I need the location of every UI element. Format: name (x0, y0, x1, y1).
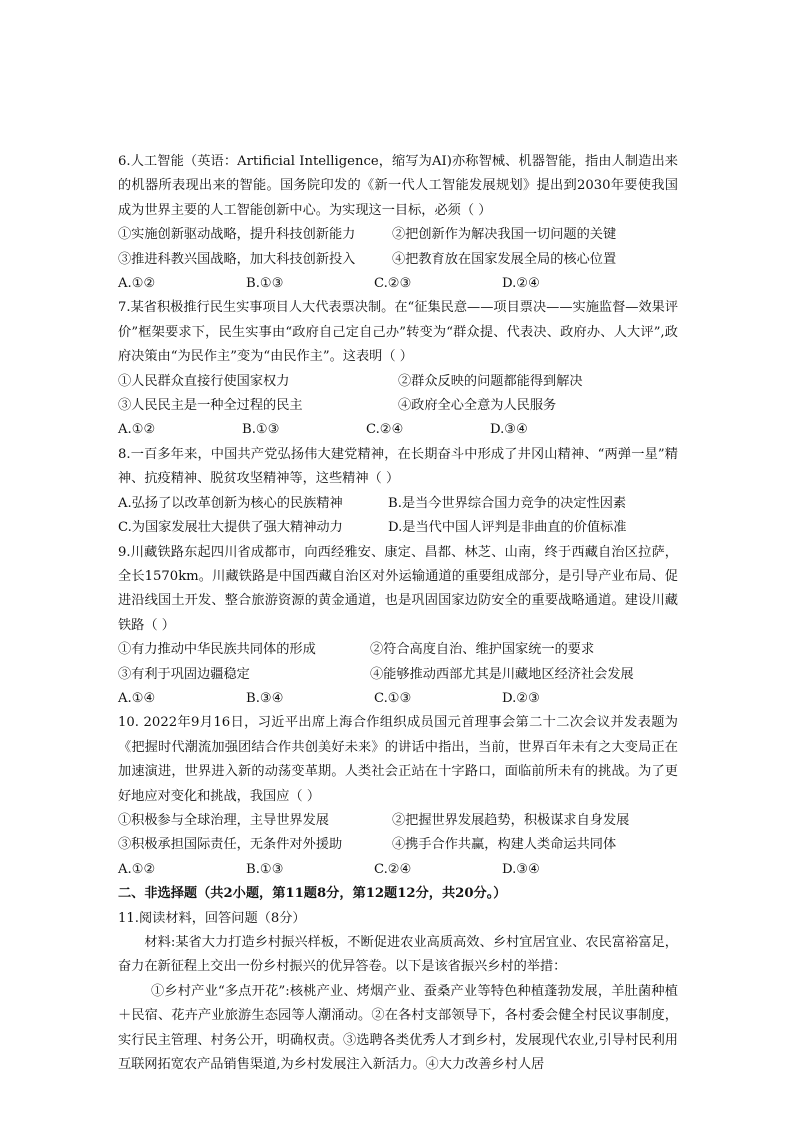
question-9-choices (118, 687, 678, 711)
question-7-choice-c: C.②④ (366, 422, 404, 438)
question-7-statement-1: ①人民群众直接行使国家权力 (118, 373, 290, 389)
question-6-statement-2: ②把创新作为解决我国一切问题的关键 (392, 227, 617, 243)
question-7-stem: 7.某省积极推行民生实事项目人大代表票决制。在“征集民意——项目票决——实施监督—效果评价”框架要求下，民生实事由“政府自己定自己办”转变为“群众提、代表决、政府办、人大评”,政府决策由“为民作主”变为“由民作主”。这表明（ ） (118, 300, 679, 365)
question-7-options-row-1 (118, 370, 678, 394)
question-7-statement-4: ④政府全心全意为人民服务 (398, 398, 557, 414)
question-8-choice-a: A.弘扬了以改革创新为核心的民族精神 (118, 495, 343, 511)
question-10-statement-2: ②把握世界发展趋势，积极谋求自身发展 (392, 812, 630, 828)
question-10-stem: 10. 2022年9月16日，习近平出席上海合作组织成员国元首理事会第二十二次会议并发表题为《把握时代潮流加强团结合作共创美好未来》的讲话中指出，当前，世界百年未有之大变局正在加速演进，世界进入新的动荡变革期。人类社会正站在十字路口，面临前所未有的挑战。为了更好地应对变化和挑战，我国应（ ） (118, 715, 678, 804)
exam-page (118, 150, 678, 1077)
question-6-statement-3: ③推进科教兴国战略，加大科技创新投入 (118, 251, 356, 267)
question-6-choice-c: C.②③ (374, 276, 412, 292)
question-9-choice-a: A.①④ (118, 690, 156, 706)
question-8-stem: 8.一百多年来，中国共产党弘扬伟大建党精神，在长期奋斗中形成了井冈山精神、“两弹一星”精神、抗疫精神、脱贫攻坚精神等，这些精神（ ） (118, 446, 678, 487)
question-10-choices (118, 858, 678, 882)
question-9-options-row-1 (118, 638, 678, 662)
question-6-choice-d: D.②④ (502, 276, 540, 292)
question-9-statement-3: ③有利于巩固边疆稳定 (118, 666, 250, 682)
question-7-choice-b: B.①③ (242, 422, 280, 438)
question-6-choice-a: A.①② (118, 276, 156, 292)
question-9-stem: 9.川藏铁路东起四川省成都市，向西经雅安、康定、昌都、林芝、山南，终于西藏自治区拉萨，全长1570km。川藏铁路是中国西藏自治区对外运输通道的重要组成部分，是引导产业布局、促进沿线国土开发、整合旅游资源的黄金通道，也是巩固国家边防安全的重要战略通道。建设川藏铁路（ ） (118, 544, 678, 633)
question-8-choices-row-2 (118, 516, 678, 540)
question-10-choice-d: D.③④ (502, 861, 540, 877)
question-6-choices (118, 272, 678, 296)
question-11-material-intro: 材料:某省大力打造乡村振兴样板，不断促进农业高质高效、乡村宜居宜业、农民富裕富足，奋力在新征程上交出一份乡村振兴的优异答卷。以下是该省振兴乡村的举措： (118, 935, 678, 975)
question-9-choice-c: C.①③ (374, 690, 412, 706)
section-heading: 二、非选择题（共2小题，第11题8分，第12题12分，共20分。） (118, 886, 507, 902)
question-10-options-row-2 (118, 833, 678, 857)
question-9-statement-4: ④能够推动西部尤其是川藏地区经济社会发展 (370, 666, 634, 682)
question-6-options-row-1 (118, 223, 678, 247)
question-8-choice-c: C.为国家发展壮大提供了强大精神动力 (118, 520, 343, 536)
question-8-choice-b: B.是当今世界综合国力竞争的决定性因素 (388, 495, 627, 511)
question-9-choice-d: D.②③ (502, 690, 540, 706)
question-10-statement-1: ①积极参与全球治理，主导世界发展 (118, 812, 329, 828)
question-7-choice-d: D.③④ (490, 422, 528, 438)
question-6-choice-b: B.①③ (246, 276, 284, 292)
question-10-choice-a: A.①② (118, 861, 156, 877)
question-10-statement-4: ④携手合作共赢，构建人类命运共同体 (392, 837, 617, 853)
question-6-statement-4: ④把教育放在国家发展全局的核心位置 (392, 251, 617, 267)
question-6-stem: 6.人工智能（英语：Artificial Intelligence，缩写为AI)亦称智械、机器智能，指由人制造出来的机器所表现出来的智能。国务院印发的《新一代人工智能发展规划》提出到2030年要使我国成为世界主要的人工智能创新中心。为实现这一目标，必须（ ） (118, 154, 678, 218)
question-6-options-row-2 (118, 248, 678, 272)
question-11-stem: 11.阅读材料，回答问题（8分） (118, 910, 306, 926)
question-9-statement-2: ②符合高度自治、维护国家统一的要求 (370, 642, 595, 658)
question-7-choices (118, 418, 678, 442)
question-6-statement-1: ①实施创新驱动战略，提升科技创新能力 (118, 227, 356, 243)
question-11-material-measures: ①乡村产业“多点开花”:核桃产业、烤烟产业、蚕桑产业等特色种植蓬勃发展，羊肚菌种植＋民宿、花卉产业旅游生态园等人潮涌动。②在各村支部领导下，各村委会健全村民议事制度，实行民主管理、村务公开，明确权责。③选聘各类优秀人才到乡村，发展现代农业,引导村民利用互联网拓宽农产品销售渠道,为乡村发展注入新活力。④大力改善乡村人居 (118, 983, 678, 1073)
question-7-statement-3: ③人民民主是一种全过程的民主 (118, 398, 303, 414)
question-8-choices-row-1 (118, 492, 678, 516)
question-10-choice-b: B.①③ (246, 861, 284, 877)
question-7-statement-2: ②群众反映的问题都能得到解决 (398, 373, 583, 389)
question-8-choice-d: D.是当代中国人评判是非曲直的价值标准 (388, 520, 627, 536)
question-10-statement-3: ③积极承担国际责任，无条件对外援助 (118, 837, 343, 853)
question-10-choice-c: C.②④ (374, 861, 412, 877)
question-9-choice-b: B.③④ (246, 690, 284, 706)
question-10-options-row-1 (118, 809, 678, 833)
question-7-choice-a: A.①② (118, 422, 156, 438)
question-9-options-row-2 (118, 663, 678, 687)
question-7-options-row-2 (118, 394, 678, 418)
question-9-statement-1: ①有力推动中华民族共同体的形成 (118, 642, 316, 658)
